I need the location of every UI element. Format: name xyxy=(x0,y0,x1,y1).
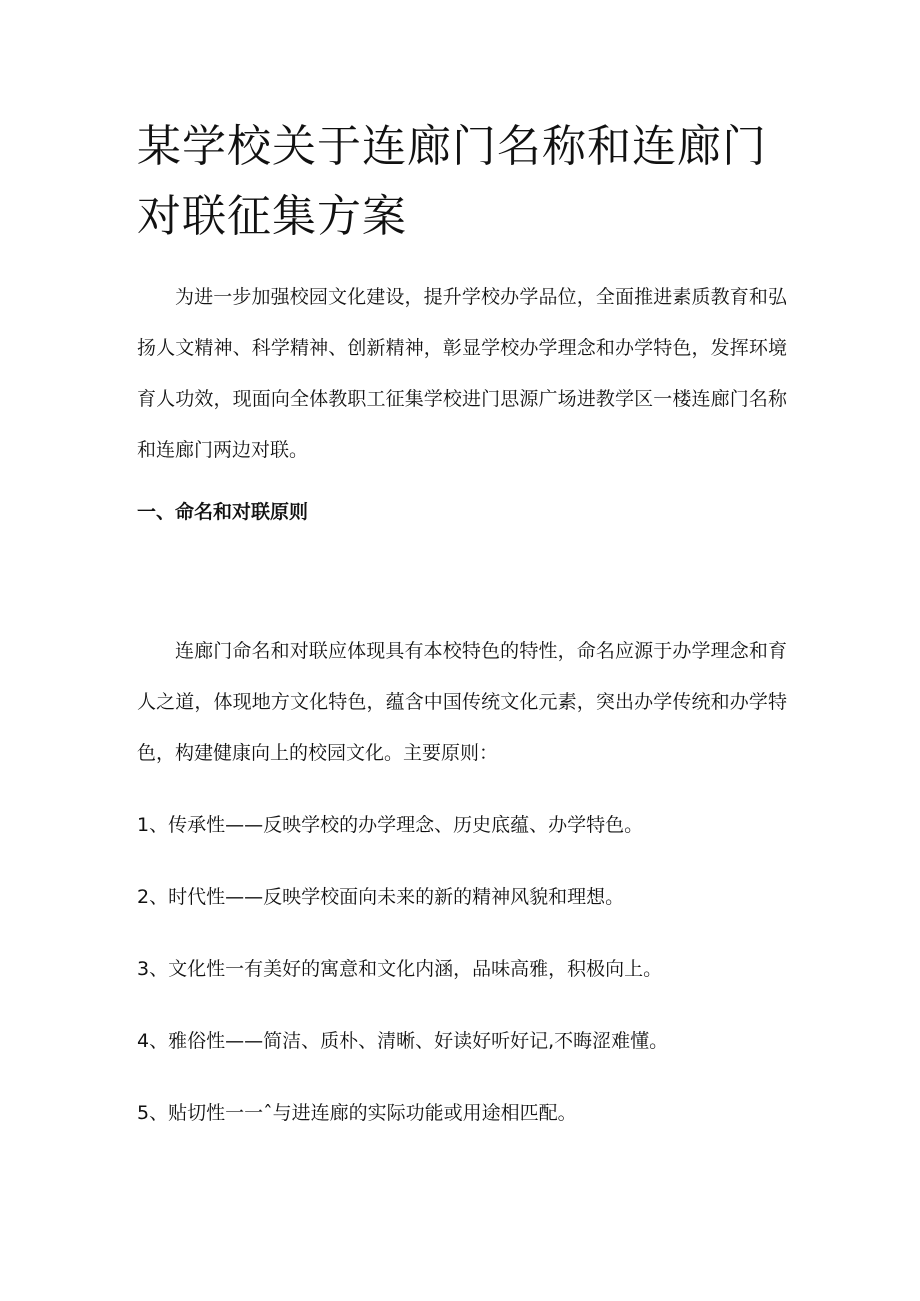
document-title: 某学校关于连廊门名称和连廊门对联征集方案 xyxy=(137,121,767,242)
intro-paragraph: 为进一步加强校园文化建设，提升学校办学品位，全面推进素质教育和弘扬人文精神、科学精神、创新精神，彰显学校办学理念和办学特色，发挥环境育人功效，现面向全体教职工征集学校进门思源广场进教学区一楼连廊门名称和连廊门两边对联。 xyxy=(137,286,787,461)
principle-item: 1、传承性——反映学校的办学理念、历史底蕴、办学特色。 xyxy=(137,814,644,836)
section-heading: 一、命名和对联原则 xyxy=(137,501,309,523)
principle-item: 5、贴切性一一ˆ与进连廊的实际功能或用途相匹配。 xyxy=(137,1102,577,1124)
principles-list xyxy=(137,805,787,1165)
section-body-paragraph: 连廊门命名和对联应体现具有本校特色的特性，命名应源于办学理念和育人之道，体现地方文化特色，蕴含中国传统文化元素，突出办学传统和办学特色，构建健康向上的校园文化。主要原则： xyxy=(137,640,787,764)
principle-item: 3、文化性一有美好的寓意和文化内涵，品味高雅，积极向上。 xyxy=(137,958,663,980)
principle-item: 4、雅俗性——简洁、质朴、清晰、好读好听好记,不晦涩难懂。 xyxy=(137,1030,669,1052)
principle-item: 2、时代性——反映学校面向未来的新的精神风貌和理想。 xyxy=(137,886,625,908)
